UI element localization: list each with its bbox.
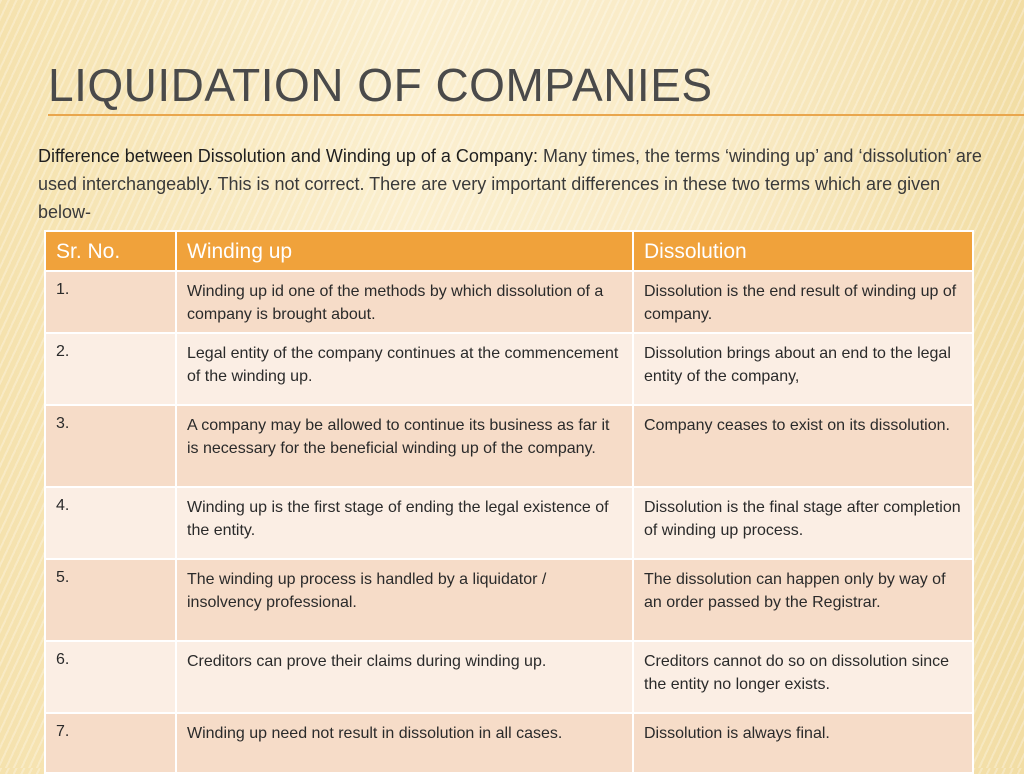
intro-paragraph [38,142,998,226]
table-row [45,487,973,559]
row-number: 6. [45,641,176,713]
row-number: 4. [45,487,176,559]
table-row [45,333,973,405]
row-number: 3. [45,405,176,487]
page-title: LIQUIDATION OF COMPANIES [48,59,713,111]
dissolution-cell: Dissolution is the end result of winding up of company. [633,271,973,333]
title-underline [48,114,1024,116]
table-header-row [45,231,973,271]
winding-up-cell: A company may be allowed to continue its business as far it is necessary for the beneficial winding up of the company. [176,405,633,487]
row-number: 2. [45,333,176,405]
winding-up-cell: Creditors can prove their claims during winding up. [176,641,633,713]
comparison-table [44,230,974,774]
winding-up-cell: Legal entity of the company continues at the commencement of the winding up. [176,333,633,405]
dissolution-cell: Creditors cannot do so on dissolution since the entity no longer exists. [633,641,973,713]
intro-body: Many times, the terms ‘winding up’ and ‘dissolution’ are used interchangeably. This is not correct. There are very important differences in these two terms which are given below- [38,146,982,222]
header-winding-up: Winding up [176,231,633,271]
winding-up-cell: Winding up need not result in dissolution in all cases. [176,713,633,773]
dissolution-cell: Dissolution is always final. [633,713,973,773]
row-number: 5. [45,559,176,641]
dissolution-cell: The dissolution can happen only by way of an order passed by the Registrar. [633,559,973,641]
row-number: 7. [45,713,176,773]
header-sr-no: Sr. No. [45,231,176,271]
table-row [45,713,973,773]
dissolution-cell: Dissolution brings about an end to the legal entity of the company, [633,333,973,405]
table-row [45,641,973,713]
winding-up-cell: Winding up id one of the methods by which dissolution of a company is brought about. [176,271,633,333]
dissolution-cell: Dissolution is the final stage after completion of winding up process. [633,487,973,559]
winding-up-cell: The winding up process is handled by a liquidator / insolvency professional. [176,559,633,641]
header-dissolution: Dissolution [633,231,973,271]
table-row [45,271,973,333]
table-row [45,405,973,487]
winding-up-cell: Winding up is the first stage of ending the legal existence of the entity. [176,487,633,559]
intro-lead: Difference between Dissolution and Winding up of a Company: [38,146,538,166]
table-row [45,559,973,641]
title-area [48,59,1024,111]
dissolution-cell: Company ceases to exist on its dissolution. [633,405,973,487]
row-number: 1. [45,271,176,333]
